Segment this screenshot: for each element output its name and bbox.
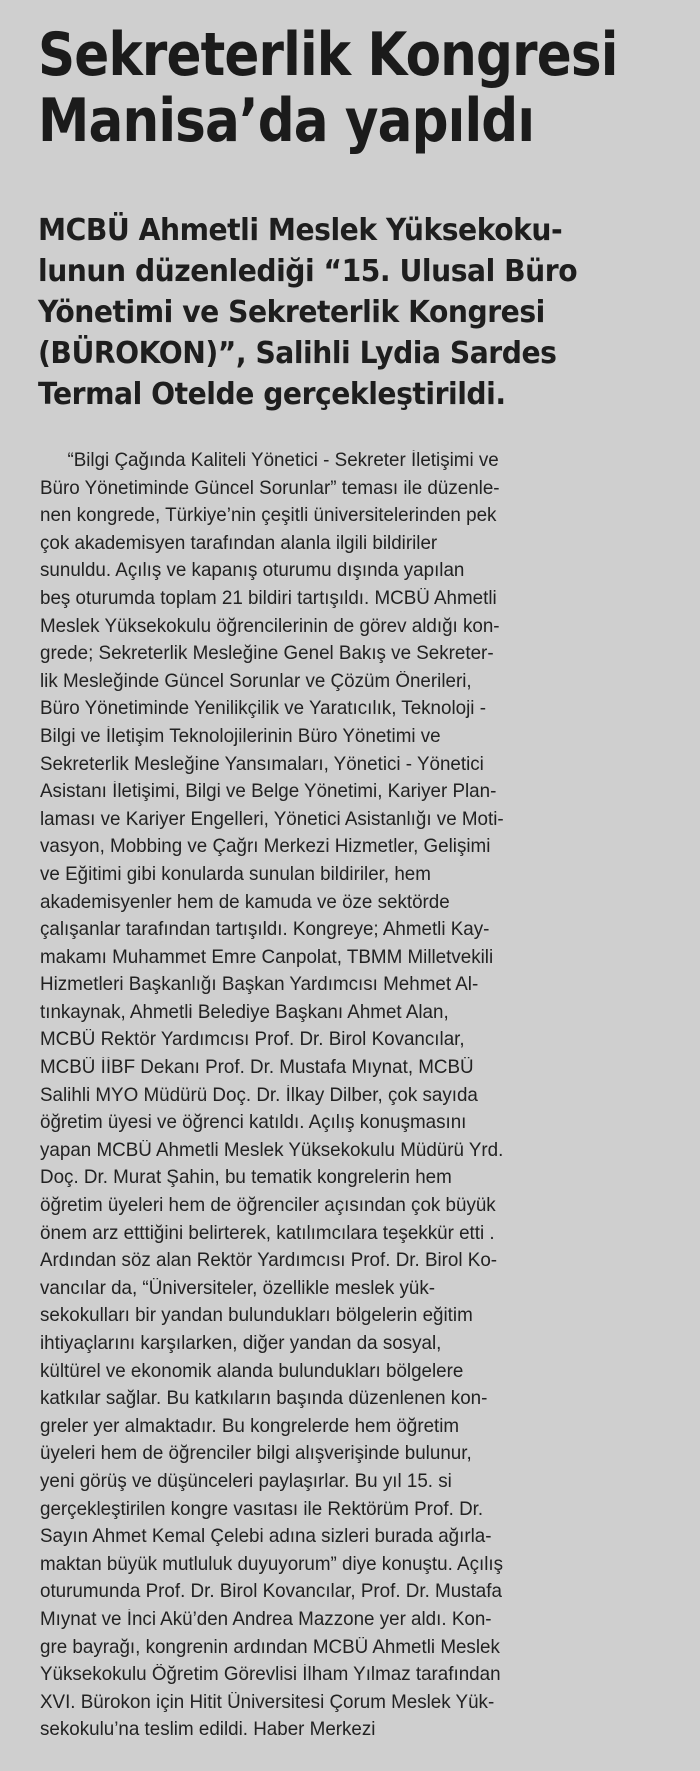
body-line: katkılar sağlar. Bu katkıların başında düzenlenen kon-	[40, 1388, 488, 1410]
headline	[38, 20, 618, 156]
body-line: Mıynat ve İnci Akü’den Andrea Mazzone yer aldı. Kon-	[40, 1608, 492, 1630]
body-line: üyeleri hem de öğrenciler bilgi alışverişinde bulunur,	[40, 1443, 472, 1465]
body-line: önem arz etttiğini belirterek, katılımcılara teşekkür etti .	[40, 1222, 495, 1244]
body-line: vasyon, Mobbing ve Çağrı Merkezi Hizmetler, Gelişimi	[40, 836, 491, 858]
body-line: Meslek Yüksekokulu öğrencilerinin de görev aldığı kon-	[40, 615, 500, 637]
body-line: beş oturumda toplam 21 bildiri tartışıldı. MCBÜ Ahmetli	[40, 587, 497, 609]
body-line: Asistanı İletişimi, Bilgi ve Belge Yönetimi, Kariyer Plan-	[40, 781, 497, 803]
body-line: sunuldu. Açılış ve kapanış oturumu dışında yapılan	[40, 560, 465, 582]
body-line: vancılar da, “Üniversiteler, özellikle meslek yük-	[40, 1277, 436, 1299]
subhead-line: Termal Otelde gerçekleştirildi.	[38, 377, 506, 412]
body-line: XVI. Bürokon için Hitit Üniversitesi Çorum Meslek Yük-	[40, 1691, 495, 1713]
body-line: Salihli MYO Müdürü Doç. Dr. İlkay Dilber, çok sayıda	[40, 1084, 478, 1106]
body-line: laması ve Kariyer Engelleri, Yönetici Asistanlığı ve Moti-	[40, 808, 504, 830]
body-line: sekokulları bir yandan bulundukları bölgelerin eğitim	[40, 1305, 473, 1327]
body-line: tınkaynak, Ahmetli Belediye Başkanı Ahmet Alan,	[40, 1001, 449, 1023]
subhead-line: lunun düzenlediği “15. Ulusal Büro	[38, 254, 578, 289]
body-line: öğretim üyeleri hem de öğrenciler açısından çok büyük	[40, 1195, 496, 1217]
body-line: yeni görüş ve düşünceleri paylaşırlar. Bu yıl 15. si	[40, 1470, 452, 1492]
body-line: çalışanlar tarafından tartışıldı. Kongreye; Ahmetli Kay-	[40, 919, 490, 941]
body-line: Hizmetleri Başkanlığı Başkan Yardımcısı Mehmet Al-	[40, 974, 479, 996]
body-line: Büro Yönetiminde Güncel Sorunlar” teması ile düzenle-	[40, 477, 500, 499]
body-line: çok akademisyen tarafından alanla ilgili bildiriler	[40, 532, 438, 554]
subhead-line: Yönetimi ve Sekreterlik Kongresi	[38, 295, 545, 330]
headline-line: Sekreterlik Kongresi	[38, 20, 618, 90]
body-line: greler yer almaktadır. Bu kongrelerde hem öğretim	[40, 1415, 460, 1437]
body-line: Bilgi ve İletişim Teknolojilerinin Büro Yönetimi ve	[40, 725, 441, 747]
body-line: nen kongrede, Türkiye’nin çeşitli üniversitelerinden pek	[40, 505, 497, 527]
body-line: Ardından söz alan Rektör Yardımcısı Prof. Dr. Birol Ko-	[40, 1250, 498, 1272]
body-line: akademisyenler hem de kamuda ve öze sektörde	[40, 891, 450, 913]
body-line: maktan büyük mutluluk duyuyorum” diye konuştu. Açılış	[40, 1553, 504, 1575]
subhead-line: MCBÜ Ahmetli Meslek Yüksekoku-	[38, 213, 563, 248]
body-line: MCBÜ Rektör Yardımcısı Prof. Dr. Birol Kovancılar,	[40, 1029, 465, 1051]
body-line: oturumunda Prof. Dr. Birol Kovancılar, Prof. Dr. Mustafa	[40, 1581, 502, 1603]
headline-line: Manisa’da yapıldı	[38, 86, 535, 156]
body-line: makamı Muhammet Emre Canpolat, TBMM Milletvekili	[40, 946, 494, 968]
subheadline	[38, 210, 658, 415]
body-line: Sekreterlik Mesleğine Yansımaları, Yönetici - Yönetici	[40, 753, 484, 775]
body-line: kültürel ve ekonomik alanda bulundukları bölgelere	[40, 1360, 464, 1382]
body-line: Sayın Ahmet Kemal Çelebi adına sizleri burada ağırla-	[40, 1526, 492, 1548]
body-line: ve Eğitimi gibi konularda sunulan bildiriler, hem	[40, 863, 431, 885]
subhead-line: (BÜROKON)”, Salihli Lydia Sardes	[38, 336, 557, 371]
body-line: ihtiyaçlarını karşılarken, diğer yandan da sosyal,	[40, 1333, 442, 1354]
body-line: gerçekleştirilen kongre vasıtası ile Rektörüm Prof. Dr.	[40, 1498, 484, 1520]
body-line: grede; Sekreterlik Mesleğine Genel Bakış ve Sekreter-	[40, 643, 494, 665]
body-line: gre bayrağı, kongrenin ardından MCBÜ Ahmetli Meslek	[40, 1636, 500, 1658]
article-body	[40, 447, 680, 1744]
body-line: sekokulu’na teslim edildi. Haber Merkezi	[40, 1719, 376, 1741]
body-line: Yüksekokulu Öğretim Görevlisi İlham Yılmaz tarafından	[40, 1664, 501, 1686]
body-line: Büro Yönetiminde Yenilikçilik ve Yaratıcılık, Teknoloji -	[40, 698, 486, 720]
body-line: Doç. Dr. Murat Şahin, bu tematik kongrelerin hem	[40, 1167, 452, 1189]
body-line: MCBÜ İİBF Dekanı Prof. Dr. Mustafa Mıynat, MCBÜ	[40, 1057, 474, 1079]
body-line: lik Mesleğinde Güncel Sorunlar ve Çözüm Önerileri,	[40, 670, 472, 692]
body-line: yapan MCBÜ Ahmetli Meslek Yüksekokulu Müdürü Yrd.	[40, 1139, 504, 1161]
body-line: öğretim üyesi ve öğrenci katıldı. Açılış konuşmasını	[40, 1112, 467, 1134]
body-line: “Bilgi Çağında Kaliteli Yönetici - Sekreter İletişimi ve	[67, 450, 499, 471]
